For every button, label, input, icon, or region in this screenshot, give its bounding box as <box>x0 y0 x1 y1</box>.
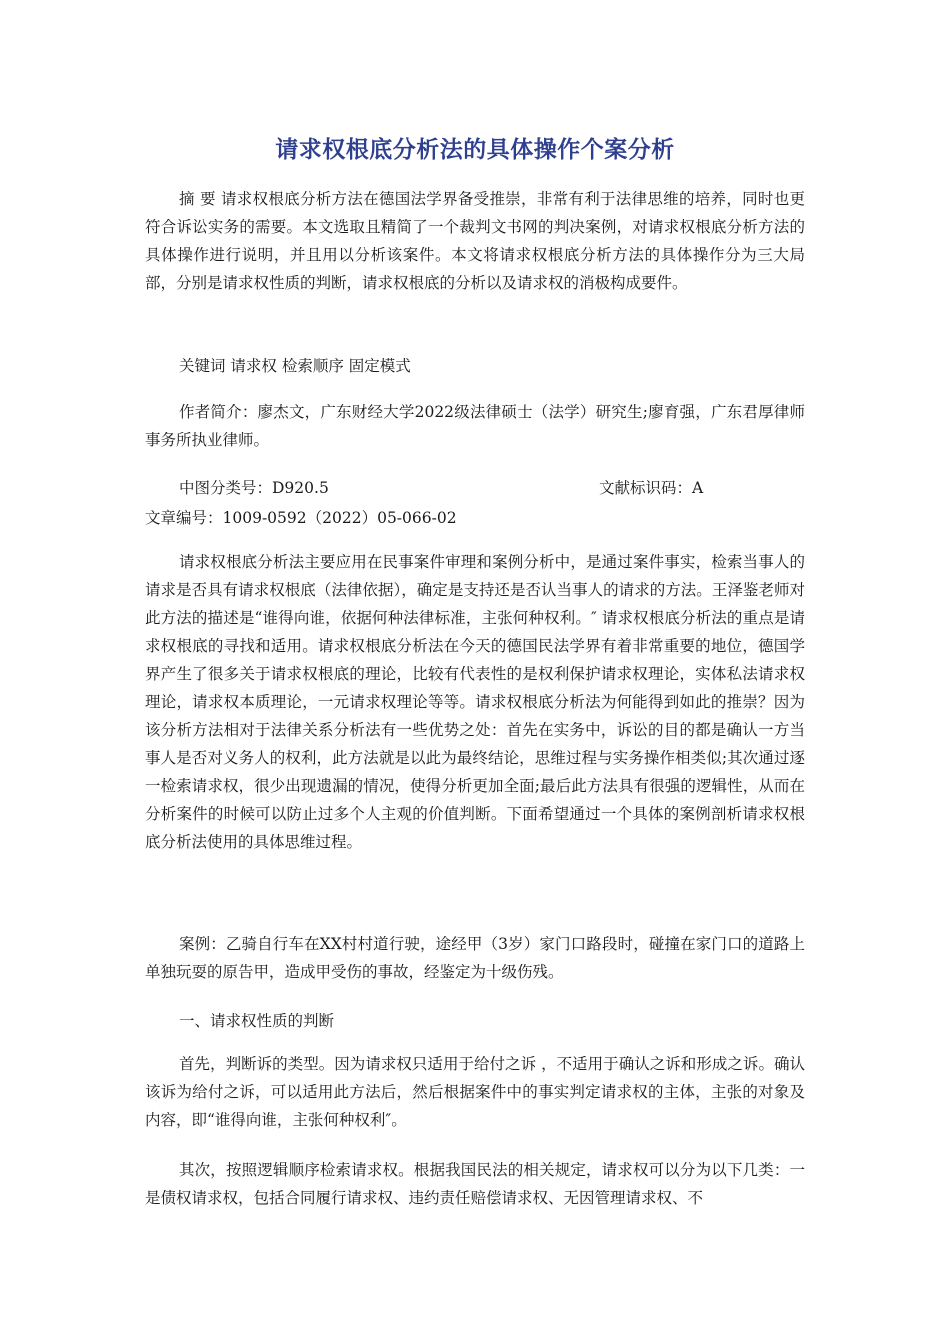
abstract: 摘 要 请求权根底分析方法在德国法学界备受推崇，非常有利于法律思维的培养，同时也更符合诉讼实务的需要。本文选取且精简了一个裁判文书网的判决案例，对请求权根底分析方法的具体操作进行说明，并且用以分析该案件。本文将请求权根底分析方法的具体操作分为三大局部，分别是请求权性质的判断，请求权根底的分析以及请求权的消极构成要件。 <box>145 190 805 292</box>
author-info: 作者简介：廖杰文，广东财经大学2022级法律硕士（法学）研究生;廖育强，广东君厚律师事务所执业律师。 <box>145 403 805 449</box>
section-heading-1: 一、请求权性质的判断 <box>179 1012 335 1030</box>
paragraph-case: 案例：乙骑自行车在XX村村道行驶，途经甲（3岁）家门口路段时，碰撞在家门口的道路上单独玩耍的原告甲，造成甲受伤的事故，经鉴定为十级伤残。 <box>145 935 805 981</box>
paragraph-search-order: 其次，按照逻辑顺序检索请求权。根据我国民法的相关规定，请求权可以分为以下几类：一是债权请求权，包括合同履行请求权、违约责任赔偿请求权、无因管理请求权、不 <box>145 1161 805 1207</box>
article-number: 文章编号：1009-0592（2022）05-066-02 <box>145 509 457 527</box>
case-block <box>145 930 805 986</box>
author-block <box>145 398 805 454</box>
paragraph-intro: 请求权根底分析法主要应用在民事案件审理和案例分析中，是通过案件事实，检索当事人的请求是否具有请求权根底（法律依据），确定是支持还是否认当事人的请求的方法。王泽鉴老师对此方法的描述是“谁得向谁，依据何种法律标准，主张何种权利。″ 请求权根底分析法的重点是请求权根底的寻找和适用。请求权根底分析法在今天的德国民法学界有着非常重要的地位，德国学界产生了很多关于请求权根底的理论，比较有代表性的是权利保护请求权理论，实体私法请求权理论，请求权本质理论，一元请求权理论等等。请求权根底分析法为何能得到如此的推崇？因为该分析方法相对于法律关系分析法有一些优势之处：首先在实务中，诉讼的目的都是确认一方当事人是否对义务人的权利，此方法就是以此为最终结论，思维过程与实务操作相类似;其次通过逐一检索请求权，很少出现遗漏的情况，使得分析更加全面;最后此方法具有很强的逻辑性，从而在分析案件的时候可以防止过多个人主观的价值判断。下面希望通过一个具体的案例剖析请求权根底分析法使用的具体思维过程。 <box>145 553 805 851</box>
paper-title: 请求权根底分析法的具体操作个案分析 <box>275 137 675 163</box>
keywords: 关键词 请求权 检索顺序 固定模式 <box>179 357 411 375</box>
document-code: 文献标识码：A <box>599 479 704 497</box>
classification-number: 中图分类号：D920.5 <box>179 479 329 497</box>
abstract-block <box>145 185 805 297</box>
paragraph-2-block <box>145 1050 805 1134</box>
intro-block <box>145 548 805 856</box>
paragraph-3-block <box>145 1156 805 1212</box>
paragraph-claim-type: 首先，判断诉的类型。因为请求权只适用于给付之诉 ，不适用于确认之诉和形成之诉。确认该诉为给付之诉，可以适用此方法后，然后根据案件中的事实判定请求权的主体，主张的对象及内容，即“谁得向谁，主张何种权利″。 <box>145 1055 805 1129</box>
